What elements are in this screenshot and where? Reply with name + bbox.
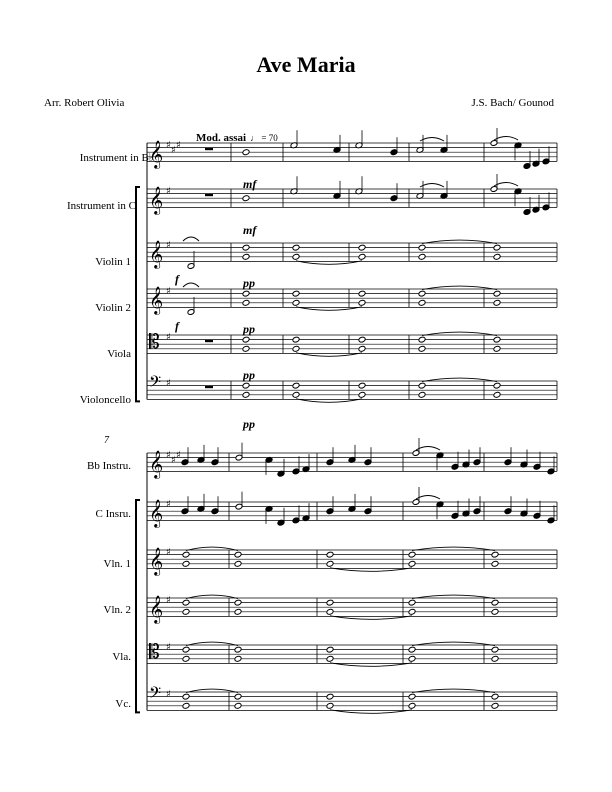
label-violin-2: Violin 2 xyxy=(95,302,131,314)
system1-melody1-tie xyxy=(494,183,518,187)
system2-staff4-key-signature-sharp: ♯ xyxy=(166,642,171,653)
system2-string2-notehead xyxy=(326,655,334,662)
alto-clef-icon: 𝄡 xyxy=(149,331,160,353)
system1-string2-notehead xyxy=(418,345,426,352)
system2-string1-notehead xyxy=(182,599,190,606)
system1-string2-notehead xyxy=(292,345,300,352)
dynamic-bb: mf xyxy=(243,177,257,191)
system2-string3-notehead xyxy=(408,693,416,700)
tempo-text: Mod. assai xyxy=(196,132,247,144)
system1-string3-notehead xyxy=(242,382,250,389)
system1-string0-notehead xyxy=(418,253,426,260)
system1-string3-notehead xyxy=(418,391,426,398)
system1-melody1-tie xyxy=(420,184,444,188)
system2-string3-notehead xyxy=(326,702,334,709)
system1-string0-notehead xyxy=(358,253,366,260)
treble-clef-icon: 𝄞 xyxy=(149,450,164,478)
system2-string0-notehead xyxy=(182,551,190,558)
system2-string0-notehead xyxy=(326,560,334,567)
system1-string1-notehead xyxy=(358,299,366,306)
system1-string1-notehead xyxy=(358,290,366,297)
system2-string1-notehead xyxy=(182,608,190,615)
system2-string1-notehead xyxy=(408,599,416,606)
treble-clef-icon: 𝄞 xyxy=(149,140,164,168)
system1-staff0-key-signature-sharp: ♯ xyxy=(176,140,181,151)
page-title: Ave Maria xyxy=(256,52,356,77)
system2-string1-notehead xyxy=(491,608,499,615)
system2-string3-notehead xyxy=(491,702,499,709)
treble-clef-icon: 𝄞 xyxy=(149,595,164,623)
system1-string1-notehead xyxy=(242,290,250,297)
system2-string2-notehead xyxy=(408,646,416,653)
system1-string0-notehead xyxy=(292,253,300,260)
system2-string0-notehead xyxy=(491,560,499,567)
composer-credit: J.S. Bach/ Gounod xyxy=(471,97,554,109)
system2-string0-notehead xyxy=(234,560,242,567)
system2-staff0-key-signature-sharp: ♯ xyxy=(171,455,176,466)
system1-string2-rest xyxy=(205,340,213,343)
system2-string3-notehead xyxy=(234,702,242,709)
system1-string0-notehead xyxy=(242,244,250,251)
system1-string1-notehead xyxy=(418,299,426,306)
label-instrument-c: Instrument in C xyxy=(66,200,136,212)
system1-staff4-key-signature-sharp: ♯ xyxy=(166,332,171,343)
label-c-insru: C Insru. xyxy=(95,508,131,520)
treble-clef-icon: 𝄞 xyxy=(149,240,164,268)
system2-melody1-tie xyxy=(416,496,440,500)
system2-string2-notehead xyxy=(491,655,499,662)
dynamic-vln2-pickup: f xyxy=(175,319,179,333)
system1-string3-notehead xyxy=(242,391,250,398)
system1-bracket xyxy=(136,187,140,401)
system1-string3-notehead xyxy=(292,382,300,389)
system1-string2-notehead xyxy=(242,336,250,343)
system2-string2-notehead xyxy=(182,655,190,662)
dynamic-vln1: pp xyxy=(243,276,255,290)
system1-string0-notehead xyxy=(493,244,501,251)
system1-string0-notehead xyxy=(292,244,300,251)
system1-string0-notehead xyxy=(358,244,366,251)
treble-clef-icon: 𝄞 xyxy=(149,547,164,575)
label-vln-1: Vln. 1 xyxy=(103,558,131,570)
system1-string3-notehead xyxy=(358,391,366,398)
system2-string3-notehead xyxy=(182,693,190,700)
system1-string3-notehead xyxy=(493,382,501,389)
system1-string3-rest xyxy=(205,386,213,389)
system2-string1-notehead xyxy=(326,599,334,606)
measure-number: 7 xyxy=(104,435,109,446)
system1-string1-fermata xyxy=(183,283,199,287)
treble-clef-icon: 𝄞 xyxy=(149,186,164,214)
system1-staff2-key-signature-sharp: ♯ xyxy=(166,240,171,251)
bass-clef-icon: 𝄢 xyxy=(149,373,162,395)
dynamic-vla: pp xyxy=(243,368,255,382)
system2-string1-notehead xyxy=(491,599,499,606)
label-vla: Vla. xyxy=(112,651,131,663)
system1-string0-notehead xyxy=(242,253,250,260)
system1-string3-notehead xyxy=(493,391,501,398)
system2-string1-notehead xyxy=(408,608,416,615)
system2-string0-notehead xyxy=(408,560,416,567)
label-bb-instru: Bb Instru. xyxy=(87,460,131,472)
system1-string3-notehead xyxy=(292,391,300,398)
label-vln-2: Vln. 2 xyxy=(103,604,131,616)
system1-string2-notehead xyxy=(358,345,366,352)
system2-string0-notehead xyxy=(491,551,499,558)
system1-string1-notehead xyxy=(493,299,501,306)
system2-string3-notehead xyxy=(326,693,334,700)
label-viola: Viola xyxy=(107,348,131,360)
system2-string2-notehead xyxy=(408,655,416,662)
label-violin-1: Violin 1 xyxy=(95,256,131,268)
system2-string0-notehead xyxy=(234,551,242,558)
system2-string0-notehead xyxy=(326,551,334,558)
label-vc: Vc. xyxy=(115,698,131,710)
system1-string1-notehead xyxy=(242,299,250,306)
dynamic-vln1-pickup: f xyxy=(175,272,179,286)
system1-string3-notehead xyxy=(358,382,366,389)
system2-string2-notehead xyxy=(491,646,499,653)
system1-string2-notehead xyxy=(242,345,250,352)
bass-clef-icon: 𝄢 xyxy=(149,684,162,706)
system2-string3-notehead xyxy=(408,702,416,709)
system1-string0-notehead xyxy=(418,244,426,251)
system1-string2-notehead xyxy=(493,336,501,343)
system1-melody1-rest xyxy=(205,194,213,197)
system2-string2-notehead xyxy=(234,646,242,653)
system2-staff2-key-signature-sharp: ♯ xyxy=(166,547,171,558)
system2-string0-notehead xyxy=(182,560,190,567)
system1-string1-notehead xyxy=(493,290,501,297)
system1-staff3-key-signature-sharp: ♯ xyxy=(166,286,171,297)
system2-string0-notehead xyxy=(408,551,416,558)
dynamic-vln2: pp xyxy=(243,322,255,336)
system2-string2-notehead xyxy=(326,646,334,653)
system2-string3-notehead xyxy=(182,702,190,709)
system1-string2-notehead xyxy=(493,345,501,352)
system2-string1-notehead xyxy=(234,608,242,615)
system2-staff1-key-signature-sharp: ♯ xyxy=(166,499,171,510)
system2-string2-notehead xyxy=(234,655,242,662)
system2-bracket xyxy=(136,500,140,712)
dynamic-c: mf xyxy=(243,223,257,237)
system1-melody1-notehead xyxy=(242,195,250,202)
system1-melody0-tie xyxy=(494,137,518,141)
arranger-credit: Arr. Robert Olivia xyxy=(44,97,125,109)
system1-string1-notehead xyxy=(292,299,300,306)
system1-string2-notehead xyxy=(358,336,366,343)
system2-staff3-key-signature-sharp: ♯ xyxy=(166,595,171,606)
system1-string1-notehead xyxy=(418,290,426,297)
alto-clef-icon: 𝄡 xyxy=(149,641,160,663)
system1-string3-notehead xyxy=(418,382,426,389)
system2-melody0-tie xyxy=(416,447,440,451)
system1-melody0-tie xyxy=(420,138,444,142)
system2-string1-notehead xyxy=(326,608,334,615)
treble-clef-icon: 𝄞 xyxy=(149,499,164,527)
system1-staff0-key-signature-sharp: ♯ xyxy=(171,145,176,156)
system2-string1-notehead xyxy=(234,599,242,606)
system1-string0-notehead xyxy=(493,253,501,260)
dynamic-vc: pp xyxy=(243,417,255,431)
system2-string2-notehead xyxy=(182,646,190,653)
system1-staff1-key-signature-sharp: ♯ xyxy=(166,186,171,197)
metronome-mark: ♩ = 70 xyxy=(250,133,278,143)
treble-clef-icon: 𝄞 xyxy=(149,286,164,314)
system2-staff0-key-signature-sharp: ♯ xyxy=(166,450,171,461)
system1-melody0-notehead xyxy=(242,149,250,156)
system1-string2-notehead xyxy=(292,336,300,343)
label-instrument-bb: Instrument in B♭ xyxy=(79,152,154,164)
system2-string3-notehead xyxy=(234,693,242,700)
system1-staff5-key-signature-sharp: ♯ xyxy=(166,378,171,389)
label-violoncello: Violoncello xyxy=(79,394,131,406)
system2-staff5-key-signature-sharp: ♯ xyxy=(166,689,171,700)
system1-staff0-key-signature-sharp: ♯ xyxy=(166,140,171,151)
system1-string2-notehead xyxy=(418,336,426,343)
system1-string1-notehead xyxy=(292,290,300,297)
system1-melody0-rest xyxy=(205,148,213,151)
system2-string3-notehead xyxy=(491,693,499,700)
system1-string0-fermata xyxy=(183,237,199,241)
system2-staff0-key-signature-sharp: ♯ xyxy=(176,450,181,461)
